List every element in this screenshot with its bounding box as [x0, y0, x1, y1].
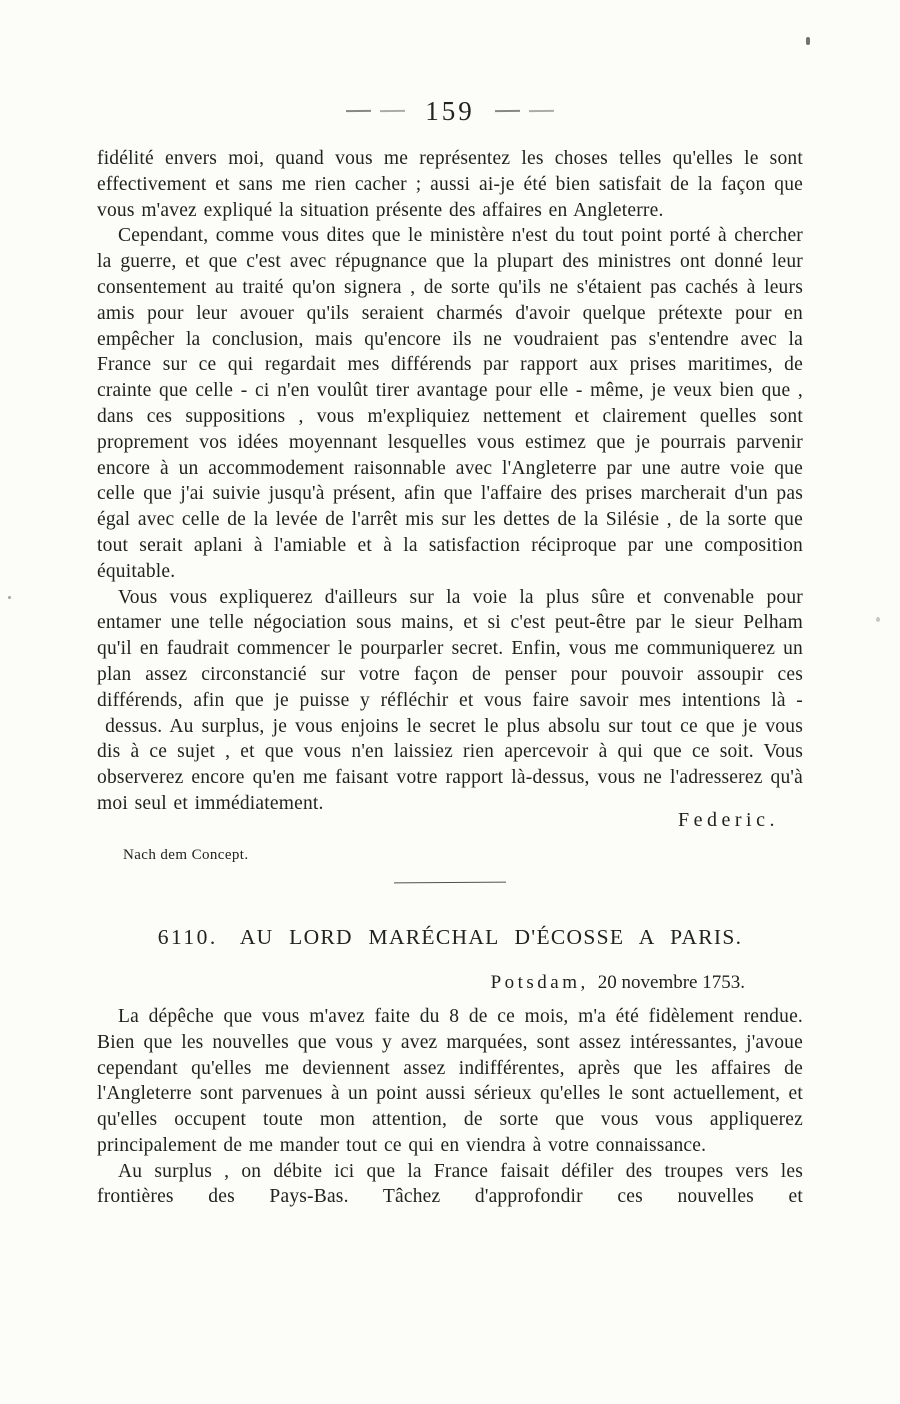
section-divider — [394, 882, 506, 884]
letter-title: AU LORD MARÉCHAL D'ÉCOSSE A PARIS. — [239, 925, 743, 950]
page-number: 159 — [425, 96, 475, 126]
dateline-place: Potsdam, — [490, 972, 589, 994]
page-header — [0, 96, 900, 126]
letter-body-paragraph: fidélité envers moi, quand vous me représentez les choses telles qu'elles le sont effectivement et sans me rien cacher ; aussi ai-je été bien satisfait de la façon que vous m'avez expliqué la situation présente des affaires en Angleterre. — [97, 148, 803, 221]
letter-body-paragraph: Cependant, comme vous dites que le ministère n'est du tout point porté à chercher la guerre, et que c'est avec répugnance que la plupart des ministres ont donné leur consentement au traité qu'on signera , de sorte qu'ils ne s'étaient pas cachés à leurs amis pour leur avouer qu'ils seraient charmés d'avoir quelque prétexte pour en empêcher la conclusion, mais qu'encore ils ne voudraient pas s'entendre avec la France sur ce qui regardait mes différends par rapport aux prises maritimes, de crainte que celle - ci n'en voulût tirer avantage pour elle - même, je veux bien que , dans ces suppositions , vous m'expliquiez nettement et clairement quelles sont proprement vos idées moyennant lesquelles vous estimez que je pourrais parvenir encore à un accommodement raisonnable avec l'Angleterre par une autre voie que celle que j'ai suivie jusqu'à présent, afin que l'affaire des prises marcherait d'un pas égal avec celle de la levée de l'arrêt mis sur les dettes de la Silésie , de la sorte que tout serait aplani à l'amiable et à la satisfaction réciproque par une composition équitable. — [97, 225, 803, 582]
header-dash-right — [495, 110, 554, 112]
letter-body-paragraph: La dépêche que vous m'avez faite du 8 de ce mois, m'a été fidèlement rendue. Bien que les nouvelles que vous y avez marquées, sont assez intéressantes, j'avoue cependant qu'elles me deviennent assez indifférentes, après que les affaires de l'Angleterre sont parvenues à un point aussi sérieux qu'elles le sont actuellement, et qu'elles occupent toute mon attention, de sorte que vous vous appliquerez principalement de me mander tout ce qui en viendra à votre connaissance. — [97, 1005, 803, 1156]
scan-artifact-speck — [806, 37, 810, 45]
letter-dateline — [97, 970, 803, 996]
header-dash-left — [346, 110, 405, 112]
scan-artifact-speck — [876, 617, 880, 622]
dateline-date: 20 novembre 1753. — [597, 972, 745, 994]
letter-signature: Federic. — [678, 808, 779, 831]
source-note: Nach dem Concept. — [123, 846, 249, 863]
page-text-block — [97, 146, 803, 1210]
scan-artifact-speck — [8, 596, 11, 599]
letter-body-paragraph: Vous vous expliquerez d'ailleurs sur la voie la plus sûre et convenable pour entamer une telle négociation sous mains, et si c'est peut-être par le sieur Pelham qu'il en faudrait commencer le pourparler secret. Enfin, vous me communiquerez un plan assez circonstancié sur votre façon de penser pour pouvoir assoupir ces différends, afin que je puisse y réfléchir et vous faire savoir mes intentions là - dessus. Au surplus, je vous enjoins le secret le plus absolu sur tout ce que je vous dis à ce sujet , et que vous n'en laissiez rien apercevoir à qui que ce soit. Vous observerez encore qu'en me faisant votre rapport là-dessus, vous ne l'adresserez qu'à moi seul et immédiatement. — [97, 586, 803, 814]
letter-heading — [97, 925, 803, 951]
letter-body-paragraph: Au surplus , on débite ici que la France faisait défiler des troupes vers les frontières des Pays-Bas. Tâchez d'approfondir ces nouvelles et — [97, 1160, 803, 1208]
letter-number: 6110. — [157, 925, 218, 950]
